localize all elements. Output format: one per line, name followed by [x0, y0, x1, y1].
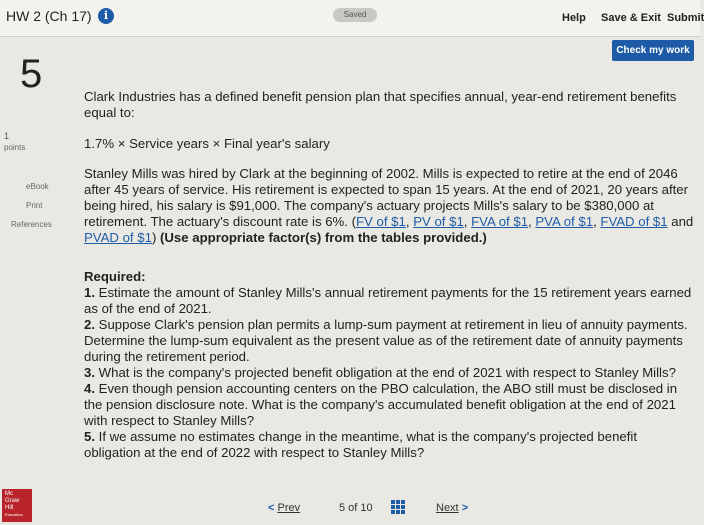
separator: , [593, 214, 601, 229]
requirement-number: 4. [84, 381, 95, 396]
top-bar [0, 0, 704, 37]
saved-status-badge: Saved [333, 8, 377, 22]
points-value: 1 [4, 131, 10, 141]
instruction-text: (Use appropriate factor(s) from the tables provided.) [160, 230, 487, 245]
requirement-text: What is the company's projected benefit obligation at the end of 2021 with respect to Stanley Mills? [95, 365, 676, 380]
fva-table-link[interactable]: FVA of $1 [471, 214, 529, 229]
separator: ) [151, 230, 160, 245]
logo-line: Education [5, 512, 23, 517]
requirement-number: 3. [84, 365, 95, 380]
question-scenario [84, 166, 696, 246]
assignment-title: HW 2 (Ch 17) [6, 8, 92, 24]
requirement-text: If we assume no estimates change in the meantime, what is the company's projected benefit obligation at the end of 2022 with respect to Stanley Mills? [84, 429, 638, 460]
prev-button[interactable] [268, 502, 300, 514]
pva-table-link[interactable]: PVA of $1 [535, 214, 594, 229]
chevron-left-icon: < [268, 502, 275, 514]
benefit-formula: 1.7% × Service years × Final year's salary [84, 136, 330, 151]
print-link[interactable]: Print [26, 201, 43, 210]
next-label: Next [436, 502, 459, 514]
requirement-number: 5. [84, 429, 95, 444]
pvad-table-link[interactable]: PVAD of $1 [84, 230, 152, 245]
info-icon[interactable]: i [98, 8, 114, 24]
logo-line: Mc [5, 491, 13, 497]
mcgraw-hill-logo [2, 489, 32, 522]
separator: , [463, 214, 472, 229]
next-button[interactable] [436, 502, 468, 514]
required-heading: Required: [84, 269, 146, 284]
chevron-right-icon: > [461, 502, 469, 514]
help-button[interactable]: Help [562, 12, 586, 24]
question-intro: Clark Industries has a defined benefit pension plan that specifies annual, year-end retirement benefits equal to: [84, 89, 677, 120]
requirement-item [84, 317, 696, 365]
points-label: points [4, 143, 26, 152]
page-indicator: 5 of 10 [339, 502, 373, 514]
separator: , [405, 214, 414, 229]
question-number: 5 [20, 52, 43, 96]
requirement-number: 1. [84, 285, 95, 300]
requirement-item [84, 365, 696, 381]
check-my-work-button[interactable]: Check my work [612, 40, 694, 61]
requirement-item [84, 381, 696, 429]
fvad-table-link[interactable]: FVAD of $1 [600, 214, 668, 229]
fv-table-link[interactable]: FV of $1 [356, 214, 406, 229]
separator: and [667, 214, 694, 229]
submit-button[interactable]: Submit [667, 12, 704, 24]
requirement-item [84, 429, 696, 461]
scenario-text: Stanley Mills was hired by Clark at the beginning of 2002. Mills is expected to retire at the end of 2046 after 45 years of service. His retirement is expected to span 15 years. At the end of 2021, 20 years after being hired, his salary is $91,000. The company's actuary projects Mills's salary to be $380,000 at retirement. The actuary's discount rate is 6%. ( [84, 166, 689, 229]
question-content [84, 89, 696, 461]
logo-line: Hill [5, 505, 14, 511]
requirement-text: Even though pension accounting centers on the PBO calculation, the ABO still must be disclosed in the pension disclosure note. What is the company's accumulated benefit obligation at the end of 2021 with respect to Stanley Mills? [84, 381, 678, 428]
ebook-link[interactable]: eBook [26, 182, 49, 191]
save-exit-button[interactable]: Save & Exit [601, 12, 661, 24]
requirement-text: Estimate the amount of Stanley Mills's annual retirement payments for the 15 retirement years earned as of the end of 2021. [84, 285, 692, 316]
logo-line: Graw [5, 498, 20, 504]
requirement-item [84, 285, 696, 317]
pv-table-link[interactable]: PV of $1 [413, 214, 464, 229]
separator: , [528, 214, 536, 229]
prev-label: Prev [277, 502, 301, 514]
requirement-text: Suppose Clark's pension plan permits a lump-sum payment at retirement in lieu of annuity payments. Determine the lump-sum equivalent as the present value as of the retirement date of annuity payments during the retirement period. [84, 317, 688, 364]
requirement-number: 2. [84, 317, 95, 332]
references-link[interactable]: References [11, 220, 52, 229]
grid-icon[interactable] [391, 500, 405, 514]
